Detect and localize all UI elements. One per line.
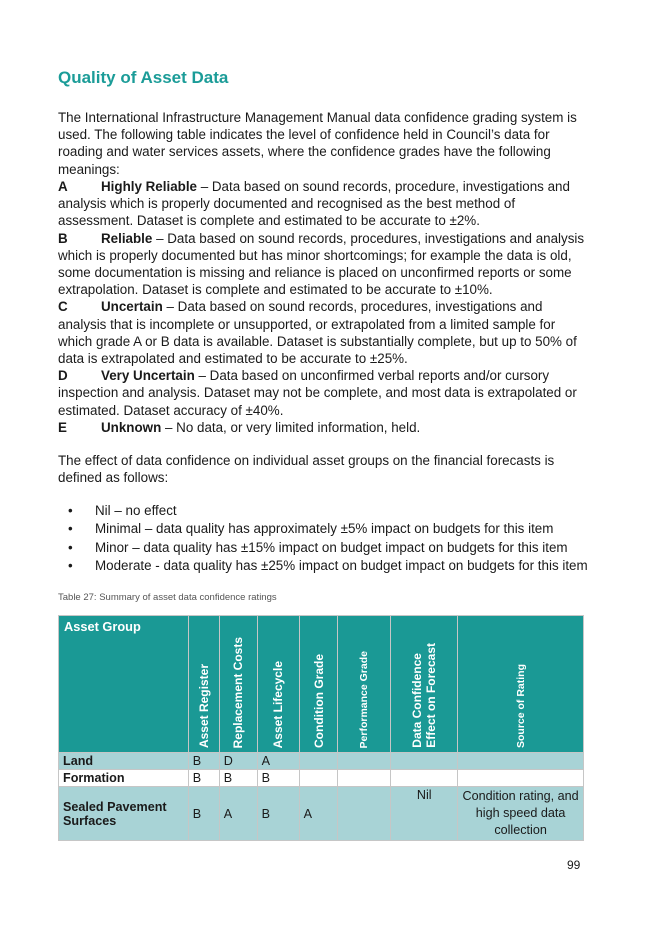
grade-definition-a — [58, 178, 588, 230]
cell-replacement-costs: D — [219, 753, 257, 770]
grade-description: – No data, or very limited information, held. — [161, 419, 421, 435]
grade-definitions — [58, 178, 588, 436]
cell-performance-grade — [338, 787, 391, 841]
list-item-text: Minimal – data quality has approximately ±5% impact on budgets for this item — [95, 521, 554, 537]
grade-description: – Data based on sound records, procedures, investigations and analysis which is properly documented but has minor shortcomings; for example the data is old, some documentation is missing and reliance is placed on unconfirmed reports or some extrapolation. Dataset is complete and estimated to be accurate to ±10%. — [58, 230, 585, 298]
cell-condition-grade: A — [299, 787, 338, 841]
list-item-text: Nil – no effect — [95, 503, 177, 518]
header-replacement-costs — [219, 616, 257, 753]
cell-asset-group: Sealed Pavement Surfaces — [59, 787, 189, 841]
header-label — [410, 643, 438, 748]
cell-replacement-costs: B — [219, 770, 257, 787]
header-label: Condition Grade — [311, 654, 326, 748]
grade-definition-e — [58, 419, 588, 436]
cell-asset-register: B — [188, 787, 219, 841]
grade-definition-c — [58, 298, 588, 367]
header-label: Asset Group — [64, 619, 141, 634]
cell-asset-lifecycle: B — [257, 787, 299, 841]
header-label: Replacement Costs — [231, 636, 246, 748]
header-condition-grade — [299, 616, 338, 753]
cell-asset-register: B — [188, 770, 219, 787]
grade-term: Unknown — [101, 419, 162, 435]
cell-condition-grade — [299, 753, 338, 770]
cell-asset-group: Land — [59, 753, 189, 770]
grade-description: – Data based on sound records, procedure, investigations and analysis which is properly documented and recognised as the best method of assessment. Dataset is complete and estimated to be accurate to ±2%. — [58, 179, 570, 229]
bullet-icon: • — [68, 539, 73, 555]
page-number: 99 — [567, 858, 581, 872]
cell-data-confidence: Nil — [391, 787, 458, 841]
table-caption: Table 27: Summary of asset data confidence ratings — [58, 592, 277, 603]
list-item-text: Minor – data quality has ±15% impact on budget impact on budgets for this item — [95, 539, 568, 555]
cell-data-confidence — [391, 770, 458, 787]
table-row — [59, 753, 584, 770]
list-item — [58, 520, 588, 538]
header-asset-register — [188, 616, 219, 753]
list-item — [58, 557, 588, 575]
header-performance-grade — [338, 616, 391, 753]
grade-term: Very Uncertain — [101, 368, 195, 384]
cell-replacement-costs: A — [219, 787, 257, 841]
header-label: Performance Grade — [358, 650, 371, 748]
table-row — [59, 770, 584, 787]
section-heading: Quality of Asset Data — [58, 68, 229, 87]
header-label-line-2: Effect on Forecast — [424, 643, 439, 748]
grade-letter: D — [58, 368, 68, 384]
cell-source-of-rating — [458, 770, 584, 787]
cell-performance-grade — [338, 753, 391, 770]
header-label: Source of Rating — [514, 663, 527, 748]
grade-term: Highly Reliable — [101, 179, 197, 194]
list-item-text: Moderate - data quality has ±25% impact on budget impact on budgets for this item — [95, 557, 588, 573]
header-asset-lifecycle — [257, 616, 299, 753]
header-label-line-1: Data Confidence — [410, 653, 425, 748]
grade-description: – Data based on unconfirmed verbal reports and/or cursory inspection and analysis. Dataset may not be complete, and most data is extrapolated or estimated. Dataset accuracy of ±40%. — [58, 368, 577, 418]
intro-paragraph: The International Infrastructure Management Manual data confidence grading system is used. The following table indicates the level of confidence held in Council’s data for roading and water services assets, where the confidence grades have the following meanings: — [58, 110, 577, 177]
bullet-icon: • — [68, 521, 73, 537]
cell-condition-grade — [299, 770, 338, 787]
header-source-of-rating — [458, 616, 584, 753]
cell-data-confidence — [391, 753, 458, 770]
grade-definition-b — [58, 230, 588, 299]
table-row — [59, 787, 584, 841]
table-header-row — [59, 616, 584, 753]
grade-letter: E — [58, 419, 67, 435]
cell-asset-register: B — [188, 753, 219, 770]
grade-definition-d — [58, 367, 588, 419]
cell-source-of-rating — [458, 753, 584, 770]
header-label: Asset Lifecycle — [271, 660, 286, 748]
grade-letter: C — [58, 299, 68, 315]
cell-performance-grade — [338, 770, 391, 787]
grade-term: Uncertain — [101, 299, 163, 315]
grade-description: – Data based on sound records, procedures, investigations and analysis that is incomplete or unsupported, or extrapolated from a limited sample for which grade A or B data is available. Dataset is substantially complete, but up to 50% of data is extrapolated and estimated to be accurate to ±25%. — [58, 299, 577, 367]
grade-term: Reliable — [101, 230, 153, 246]
list-item — [58, 502, 588, 520]
header-data-confidence — [391, 616, 458, 753]
bullet-icon: • — [68, 557, 73, 573]
cell-asset-lifecycle: B — [257, 770, 299, 787]
bullet-icon: • — [68, 503, 73, 518]
header-asset-group — [59, 616, 189, 753]
effect-list — [58, 502, 588, 575]
cell-asset-group: Formation — [59, 770, 189, 787]
list-item — [58, 539, 588, 557]
header-label: Asset Register — [196, 663, 211, 748]
grade-letter: A — [58, 179, 68, 194]
cell-asset-lifecycle: A — [257, 753, 299, 770]
cell-source-of-rating: Condition rating, and high speed data collection — [458, 787, 584, 841]
effect-paragraph: The effect of data confidence on individual asset groups on the financial forecasts is defined as follows: — [58, 453, 555, 486]
confidence-ratings-table — [58, 615, 584, 841]
grade-letter: B — [58, 230, 68, 246]
